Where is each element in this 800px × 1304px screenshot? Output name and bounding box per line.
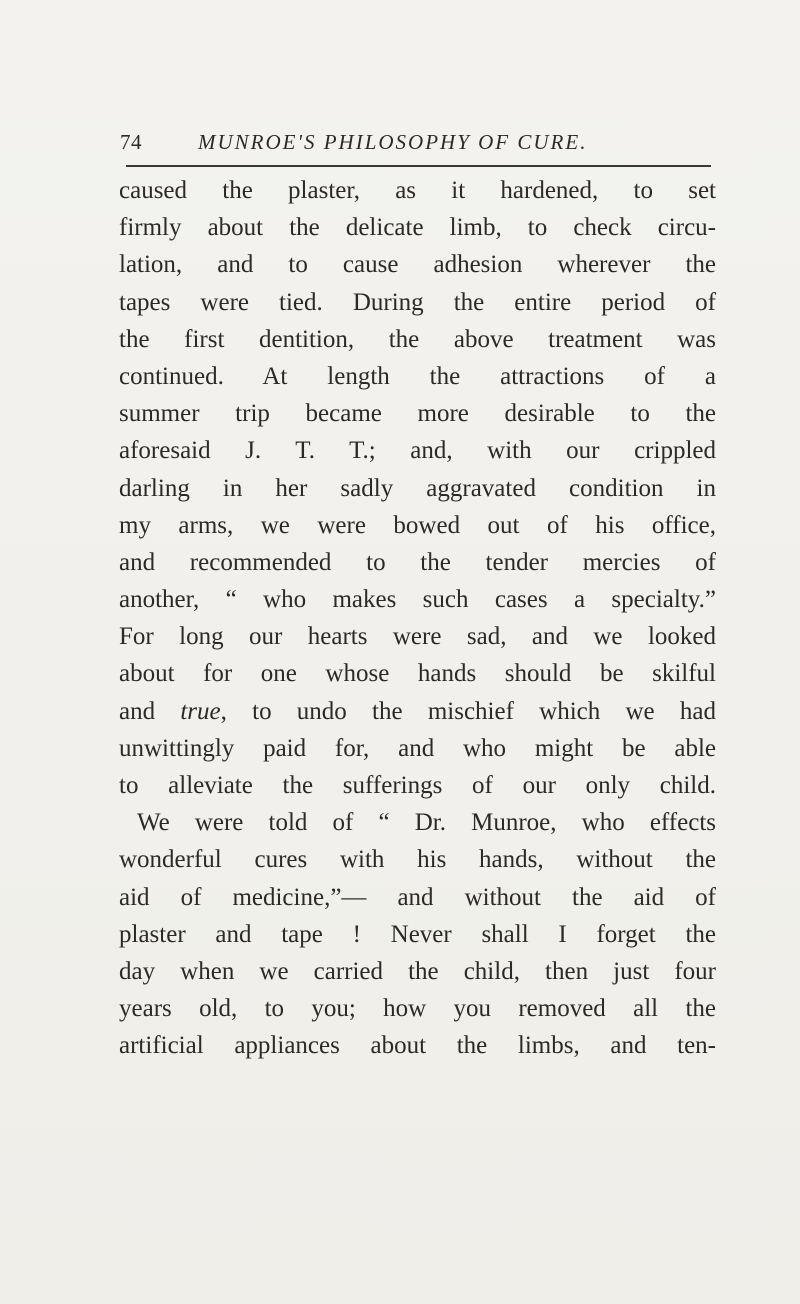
text-line: and recommended to the tender mercies of [119, 548, 716, 576]
text-segment: and [119, 697, 181, 725]
text-line: darling in her sadly aggravated condition in [119, 474, 716, 502]
text-line: summer trip became more desirable to the [119, 400, 716, 428]
text-line: years old, to you; how you removed all the [119, 995, 716, 1023]
text-line: aid of medicine,”— and without the aid of [119, 883, 716, 911]
page-number: 74 [120, 130, 142, 154]
running-title: MUNROE'S PHILOSOPHY OF CURE. [198, 130, 588, 154]
text-line: my arms, we were bowed out of his office, [119, 511, 716, 539]
body-text [119, 172, 716, 1065]
text-line: lation, and to cause adhesion wherever the [119, 251, 716, 279]
text-line: wonderful cures with his hands, without the [119, 846, 716, 874]
italic-word: true [180, 697, 221, 725]
text-line: artificial appliances about the limbs, and ten- [119, 1032, 716, 1060]
text-line: plaster and tape ! Never shall I forget the [119, 920, 716, 948]
text-line: day when we carried the child, then just four [119, 957, 716, 985]
text-line: For long our hearts were sad, and we looked [119, 623, 716, 651]
text-line: unwittingly paid for, and who might be able [119, 734, 716, 762]
text-line: another, “ who makes such cases a specialty.” [119, 586, 716, 614]
text-line-with-italic [119, 693, 716, 730]
page-header [120, 128, 716, 164]
text-line: firmly about the delicate limb, to check circu- [119, 214, 716, 242]
text-line: about for one whose hands should be skilful [119, 660, 716, 688]
text-line: to alleviate the sufferings of our only child. [119, 772, 716, 799]
text-line: caused the plaster, as it hardened, to set [119, 177, 716, 204]
text-segment: , to undo the mischief which we had [220, 697, 716, 725]
text-line: the first dentition, the above treatment was [119, 325, 716, 353]
text-line: tapes were tied. During the entire period of [119, 288, 716, 316]
text-line: continued. At length the attractions of a [119, 362, 716, 390]
paragraph-first-line: We were told of “ Dr. Munroe, who effects [137, 809, 716, 837]
header-rule [126, 165, 711, 167]
text-line: aforesaid J. T. T.; and, with our crippled [119, 437, 716, 465]
